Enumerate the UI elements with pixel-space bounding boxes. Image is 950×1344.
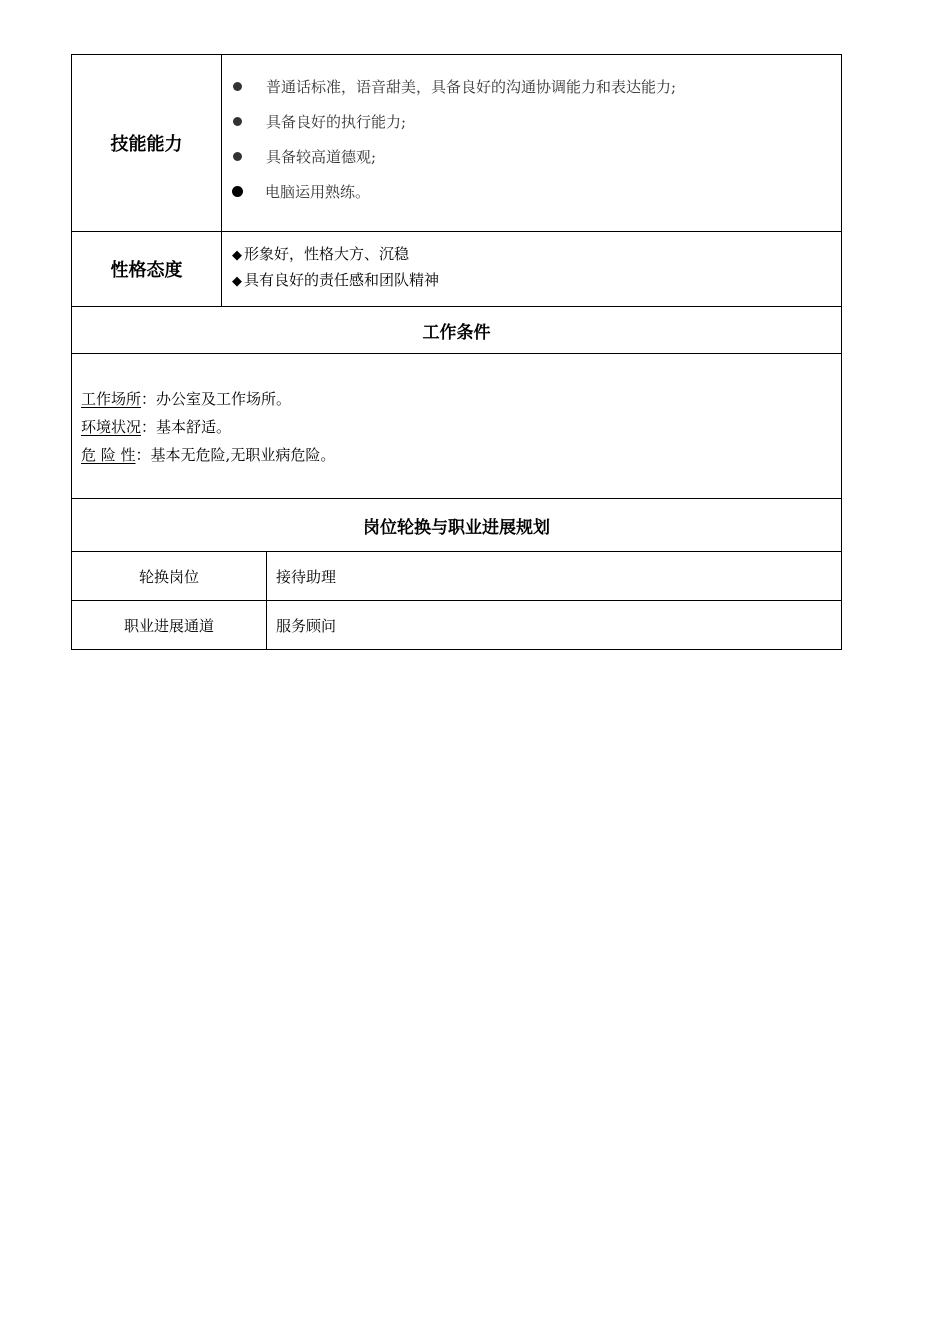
rotation-post-label: 轮换岗位 <box>72 552 267 601</box>
conditions-title: 工作条件 <box>72 307 842 354</box>
character-label: 性格态度 <box>72 232 222 307</box>
career-path-row <box>72 601 842 650</box>
skill-text: 具备较高道德观; <box>266 148 377 166</box>
conditions-header-row <box>72 307 842 354</box>
conditions-list <box>72 354 842 499</box>
rotation-post-value: 接待助理 <box>267 552 842 601</box>
condition-value: ：办公室及工作场所。 <box>141 390 292 408</box>
condition-label: 环境状况 <box>81 418 142 436</box>
character-row <box>72 232 842 307</box>
bullet-dot-icon <box>233 117 242 126</box>
skill-text: 电脑运用熟练。 <box>265 183 371 201</box>
condition-item <box>81 385 841 413</box>
skill-text: 普通话标准，语音甜美，具备良好的沟通协调能力和表达能力; <box>266 78 677 96</box>
diamond-bullet-icon: ◆ <box>232 274 242 289</box>
career-path-value: 服务顾问 <box>267 601 842 650</box>
rotation-header-row <box>72 499 842 552</box>
character-text: 形象好，性格大方、沉稳 <box>244 245 410 263</box>
character-item <box>232 242 841 268</box>
condition-value: ：基本舒适。 <box>141 418 232 436</box>
skills-row <box>72 55 842 232</box>
skill-text: 具备良好的执行能力; <box>266 113 407 131</box>
condition-label: 危 险 性 <box>81 446 136 464</box>
rotation-row <box>72 552 842 601</box>
character-list <box>222 232 842 307</box>
career-path-label: 职业进展通道 <box>72 601 267 650</box>
rotation-title: 岗位轮换与职业进展规划 <box>72 499 842 552</box>
bullet-dot-icon <box>233 82 242 91</box>
skill-item <box>232 104 841 139</box>
bullet-dot-icon <box>232 186 243 197</box>
condition-label: 工作场所 <box>81 390 142 408</box>
skill-item <box>232 69 841 104</box>
character-item <box>232 268 841 294</box>
skill-item <box>232 139 841 174</box>
diamond-bullet-icon: ◆ <box>232 248 242 263</box>
skills-list <box>222 55 842 232</box>
skills-label: 技能能力 <box>72 55 222 232</box>
skill-item <box>232 174 841 209</box>
condition-item <box>81 441 841 469</box>
bullet-dot-icon <box>233 152 242 161</box>
character-text: 具有良好的责任感和团队精神 <box>244 271 440 289</box>
condition-value: ：基本无危险,无职业病危险。 <box>135 446 336 464</box>
conditions-row <box>72 354 842 499</box>
job-description-table <box>71 54 842 650</box>
condition-item <box>81 413 841 441</box>
